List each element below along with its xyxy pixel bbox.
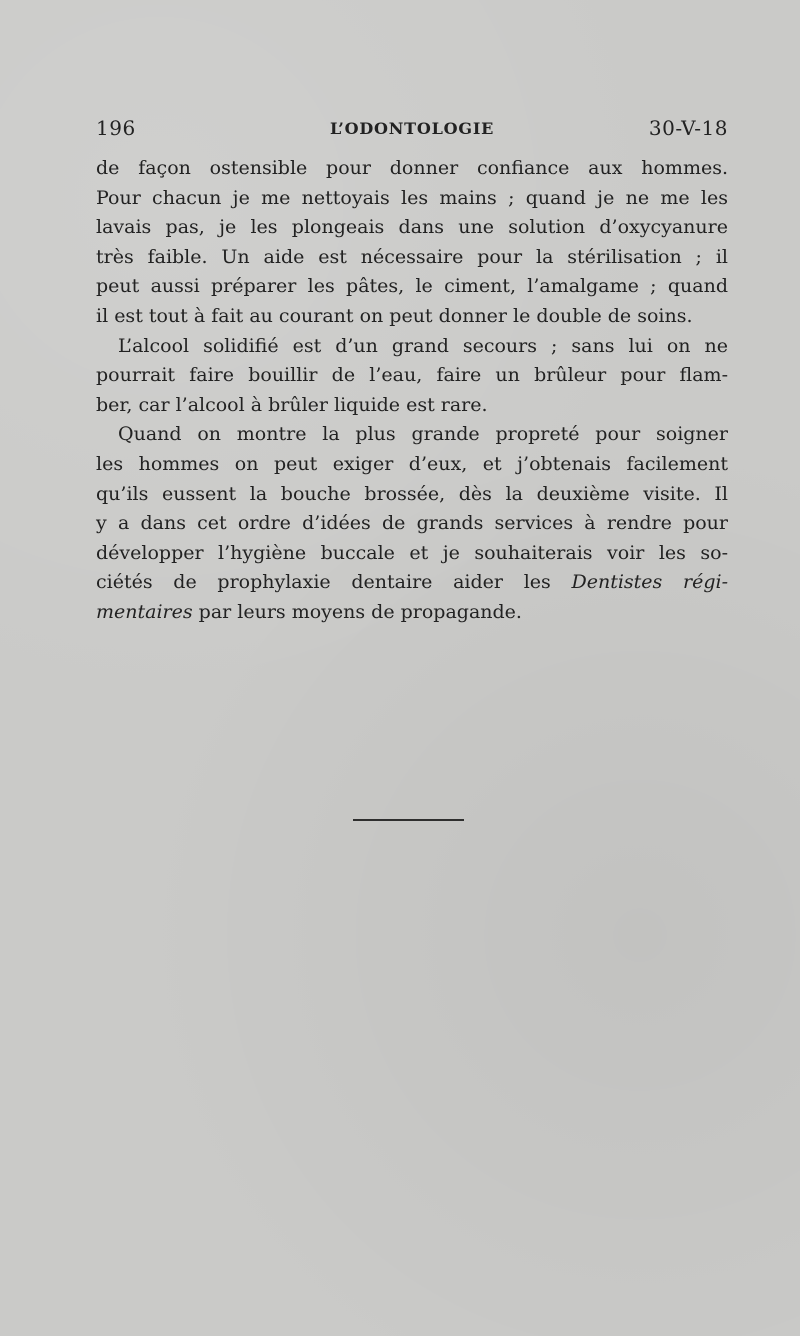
issue-date: 30-V-18 xyxy=(648,116,728,140)
text-segment: ciétés de prophylaxie dentaire aider les xyxy=(96,571,572,594)
section-divider xyxy=(353,819,464,821)
text-line: de façon ostensible pour donner confiance aux hommes. xyxy=(96,157,728,179)
text-line xyxy=(96,568,728,598)
page-number: 196 xyxy=(96,116,136,140)
journal-title: L’ODONTOLOGIE xyxy=(330,119,495,138)
running-header xyxy=(96,116,728,150)
text-line: développer l’hygiène buccale et je souhaiterais voir les so- xyxy=(96,541,728,564)
italic-text: mentaires xyxy=(96,600,193,623)
text-line: peut aussi préparer les pâtes, le ciment, l’amalgame ; quand xyxy=(96,275,728,298)
text-line: Quand on montre la plus grande propreté pour soigner xyxy=(118,423,728,446)
text-segment: par leurs moyens de propagande. xyxy=(192,600,522,623)
text-line: lavais pas, je les plongeais dans une solution d’oxycyanure xyxy=(96,216,728,239)
text-line: très faible. Un aide est nécessaire pour la stérilisation ; il xyxy=(96,245,728,268)
text-line: Pour chacun je me nettoyais les mains ; quand je ne me les xyxy=(96,186,728,209)
text-line: les hommes on peut exiger d’eux, et j’obtenais facilement xyxy=(96,452,728,475)
text-line: il est tout à fait au courant on peut donner le double de soins. xyxy=(96,304,693,327)
text-line: qu’ils eussent la bouche brossée, dès la deuxième visite. Il xyxy=(96,482,728,505)
text-line xyxy=(96,598,728,628)
text-line: ber, car l’alcool à brûler liquide est rare. xyxy=(96,393,488,416)
body-text xyxy=(96,154,728,628)
text-line: L’alcool solidifié est d’un grand secours ; sans lui on ne xyxy=(118,334,728,357)
text-line: y a dans cet ordre d’idées de grands services à rendre pour xyxy=(96,512,728,535)
text-line: pourrait faire bouillir de l’eau, faire un brûleur pour flam- xyxy=(96,364,728,387)
italic-text: Dentistes régi- xyxy=(571,571,729,594)
